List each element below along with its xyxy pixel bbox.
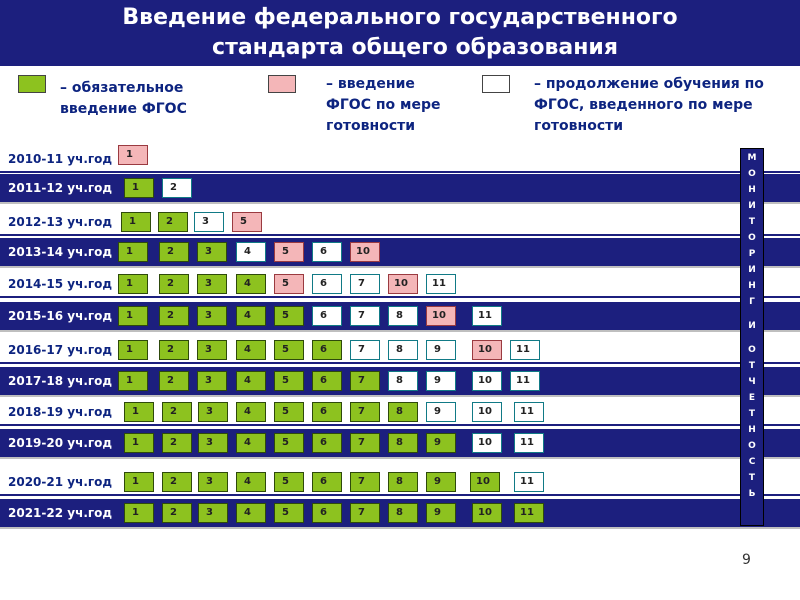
year-label: 2021-22 уч.год — [8, 506, 113, 520]
grade-cell-2: 2 — [162, 402, 192, 422]
grade-cell-2: 2 — [162, 178, 192, 198]
grade-cell-2: 2 — [159, 274, 189, 294]
grade-cell-6: 6 — [312, 340, 342, 360]
grade-cell-5: 5 — [274, 340, 304, 360]
grade-cell-4: 4 — [236, 306, 266, 326]
year-label: 2011-12 уч.год — [8, 181, 113, 195]
grade-cell-7: 7 — [350, 371, 380, 391]
monitoring-letter: Ч — [748, 377, 756, 387]
year-label: 2010-11 уч.год — [8, 152, 113, 166]
grade-cell-11: 11 — [514, 472, 544, 492]
page-title-line-2: стандарта общего образования — [212, 35, 618, 60]
grade-cell-1: 1 — [124, 433, 154, 453]
grade-cell-2: 2 — [158, 212, 188, 232]
grade-cell-7: 7 — [350, 402, 380, 422]
monitoring-letter: Т — [748, 361, 756, 371]
year-label: 2014-15 уч.год — [8, 277, 113, 291]
grade-cell-3: 3 — [197, 274, 227, 294]
grade-cell-1: 1 — [118, 340, 148, 360]
grade-cell-10: 10 — [472, 433, 502, 453]
monitoring-letter: Е — [748, 393, 756, 403]
monitoring-letter: Н — [748, 281, 756, 291]
grade-cell-2: 2 — [159, 242, 189, 262]
grade-cell-9: 9 — [426, 433, 456, 453]
grade-cell-8: 8 — [388, 306, 418, 326]
row-divider — [0, 362, 800, 364]
year-label: 2015-16 уч.год — [8, 309, 113, 323]
grade-cell-3: 3 — [198, 503, 228, 523]
grade-cell-10: 10 — [472, 340, 502, 360]
monitoring-letter: Р — [748, 249, 756, 259]
grade-cell-1: 1 — [118, 145, 148, 165]
monitoring-letter: Н — [748, 425, 756, 435]
monitoring-letter: Т — [748, 409, 756, 419]
grade-cell-3: 3 — [198, 433, 228, 453]
legend-text-readiness: – введение ФГОС по мере готовности — [326, 76, 441, 134]
monitoring-letter: О — [748, 441, 756, 451]
grade-cell-11: 11 — [514, 402, 544, 422]
grade-cell-6: 6 — [312, 433, 342, 453]
monitoring-letter: Т — [748, 473, 756, 483]
grade-cell-10: 10 — [470, 472, 500, 492]
grade-cell-4: 4 — [236, 274, 266, 294]
grade-cell-2: 2 — [162, 503, 192, 523]
grade-cell-1: 1 — [121, 212, 151, 232]
grade-cell-5: 5 — [232, 212, 262, 232]
grade-cell-8: 8 — [388, 433, 418, 453]
grade-cell-8: 8 — [388, 402, 418, 422]
grade-cell-8: 8 — [388, 503, 418, 523]
monitoring-letter: М — [747, 153, 757, 163]
grade-cell-6: 6 — [312, 306, 342, 326]
grade-cell-3: 3 — [197, 242, 227, 262]
grade-cell-2: 2 — [159, 340, 189, 360]
monitoring-letter: Н — [748, 185, 756, 195]
grade-cell-8: 8 — [388, 472, 418, 492]
monitoring-letter: С — [748, 457, 756, 467]
monitoring-letter: Г — [749, 297, 755, 307]
grade-cell-1: 1 — [118, 306, 148, 326]
monitoring-letter: О — [748, 169, 756, 179]
grade-cell-11: 11 — [510, 371, 540, 391]
grade-cell-4: 4 — [236, 402, 266, 422]
row-divider — [0, 171, 800, 173]
grade-cell-3: 3 — [197, 371, 227, 391]
grade-cell-4: 4 — [236, 503, 266, 523]
grade-cell-11: 11 — [510, 340, 540, 360]
grade-cell-8: 8 — [388, 371, 418, 391]
monitoring-letter: О — [748, 345, 756, 355]
grade-cell-4: 4 — [236, 242, 266, 262]
grade-cell-4: 4 — [236, 433, 266, 453]
legend-text-mandatory: – обязательное введение ФГОС — [60, 80, 187, 117]
grade-cell-5: 5 — [274, 433, 304, 453]
grade-cell-10: 10 — [426, 306, 456, 326]
grade-cell-7: 7 — [350, 274, 380, 294]
grade-cell-3: 3 — [194, 212, 224, 232]
grade-cell-2: 2 — [159, 371, 189, 391]
grade-cell-1: 1 — [118, 371, 148, 391]
row-divider — [0, 234, 800, 236]
grade-cell-9: 9 — [426, 340, 456, 360]
grade-cell-1: 1 — [118, 274, 148, 294]
grade-cell-4: 4 — [236, 340, 266, 360]
grade-cell-8: 8 — [388, 340, 418, 360]
row-divider — [0, 494, 800, 496]
legend-text-continuation: – продолжение обучения по ФГОС, введенного по мере готовности — [534, 76, 764, 134]
grade-cell-5: 5 — [274, 472, 304, 492]
legend-swatch-continuation — [482, 75, 510, 93]
grade-cell-5: 5 — [274, 503, 304, 523]
grade-cell-3: 3 — [198, 402, 228, 422]
monitoring-letter: Ь — [748, 489, 756, 499]
grade-cell-7: 7 — [350, 472, 380, 492]
grade-cell-10: 10 — [472, 503, 502, 523]
title-banner — [0, 0, 800, 66]
grade-cell-6: 6 — [312, 402, 342, 422]
row-band — [0, 174, 800, 202]
monitoring-letter: И — [748, 265, 756, 275]
year-label: 2017-18 уч.год — [8, 374, 113, 388]
grade-cell-5: 5 — [274, 274, 304, 294]
grade-cell-1: 1 — [124, 178, 154, 198]
monitoring-letter: Т — [748, 217, 756, 227]
grade-cell-2: 2 — [162, 433, 192, 453]
grade-cell-5: 5 — [274, 371, 304, 391]
grade-cell-10: 10 — [388, 274, 418, 294]
legend-swatch-readiness — [268, 75, 296, 93]
grade-cell-11: 11 — [472, 306, 502, 326]
grade-cell-5: 5 — [274, 306, 304, 326]
grade-cell-9: 9 — [426, 402, 456, 422]
grade-cell-9: 9 — [426, 503, 456, 523]
grade-cell-4: 4 — [236, 371, 266, 391]
grade-cell-9: 9 — [426, 472, 456, 492]
year-label: 2012-13 уч.год — [8, 215, 113, 229]
grade-cell-3: 3 — [197, 306, 227, 326]
grade-cell-10: 10 — [472, 402, 502, 422]
grade-cell-3: 3 — [197, 340, 227, 360]
grade-cell-1: 1 — [124, 402, 154, 422]
grade-cell-10: 10 — [472, 371, 502, 391]
year-label: 2020-21 уч.год — [8, 475, 113, 489]
grade-cell-9: 9 — [426, 371, 456, 391]
grade-cell-11: 11 — [426, 274, 456, 294]
row-divider — [0, 296, 800, 298]
grade-cell-1: 1 — [118, 242, 148, 262]
grade-cell-6: 6 — [312, 371, 342, 391]
page-number: 9 — [742, 552, 751, 568]
year-label: 2018-19 уч.год — [8, 405, 113, 419]
grade-cell-3: 3 — [198, 472, 228, 492]
grade-cell-6: 6 — [312, 274, 342, 294]
grade-cell-5: 5 — [274, 242, 304, 262]
monitoring-letter: О — [748, 233, 756, 243]
monitoring-letter: И — [748, 321, 756, 331]
grade-cell-6: 6 — [312, 472, 342, 492]
grade-cell-11: 11 — [514, 503, 544, 523]
monitoring-letter: И — [748, 201, 756, 211]
grade-cell-7: 7 — [350, 306, 380, 326]
grade-cell-6: 6 — [312, 503, 342, 523]
grade-cell-7: 7 — [350, 340, 380, 360]
grade-cell-7: 7 — [350, 433, 380, 453]
year-label: 2016-17 уч.год — [8, 343, 113, 357]
legend-swatch-mandatory — [18, 75, 46, 93]
grade-cell-2: 2 — [162, 472, 192, 492]
monitoring-sidebar — [740, 148, 764, 526]
grade-cell-4: 4 — [236, 472, 266, 492]
grade-cell-1: 1 — [124, 472, 154, 492]
grade-cell-7: 7 — [350, 503, 380, 523]
grade-cell-6: 6 — [312, 242, 342, 262]
year-label: 2013-14 уч.год — [8, 245, 113, 259]
row-divider — [0, 424, 800, 426]
grade-cell-5: 5 — [274, 402, 304, 422]
grade-cell-2: 2 — [159, 306, 189, 326]
grade-cell-11: 11 — [514, 433, 544, 453]
grade-cell-1: 1 — [124, 503, 154, 523]
grade-cell-10: 10 — [350, 242, 380, 262]
page-title-line-1: Введение федерального государственного — [122, 5, 678, 30]
year-label: 2019-20 уч.год — [8, 436, 113, 450]
